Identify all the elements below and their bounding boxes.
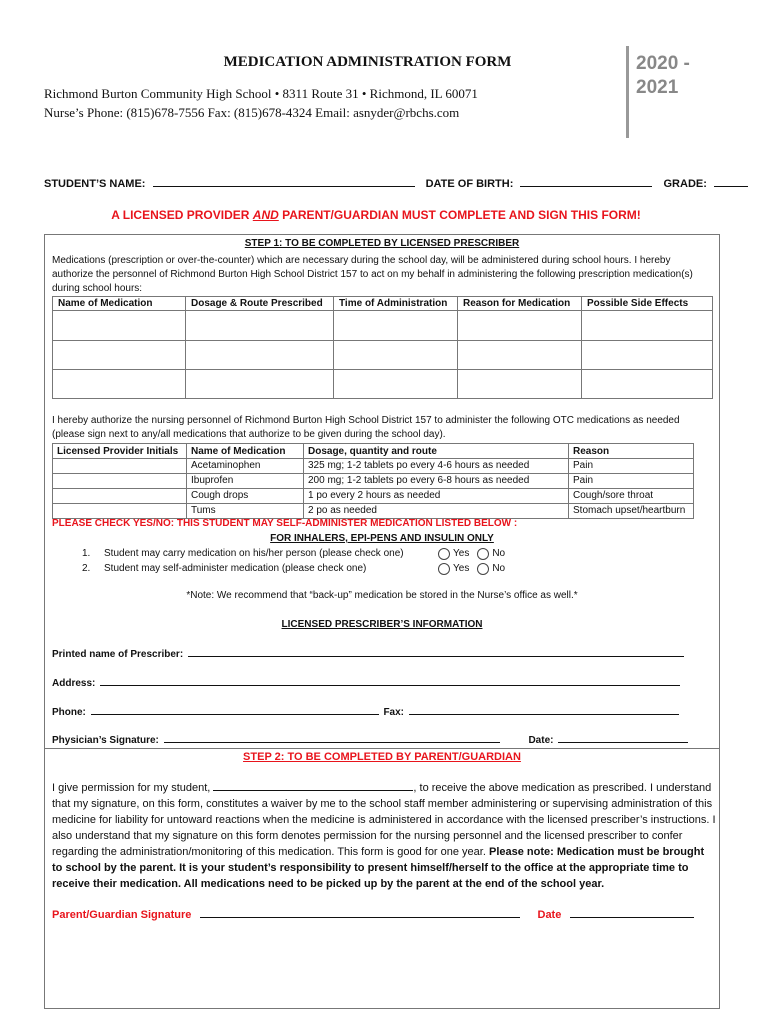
nurse-contact: Nurse’s Phone: (815)678-7556 Fax: (815)678-4324 Email: asnyder@rbchs.com [44,105,460,120]
radio-icon[interactable] [477,548,489,560]
otc-name: Acetaminophen [187,459,304,474]
col-otc-reason: Reason [569,444,694,459]
form-title: MEDICATION ADMINISTRATION FORM [223,54,512,70]
question-number: 1. [82,548,91,559]
step2-heading: STEP 2: TO BE COMPLETED BY PARENT/GUARDIAN [243,751,521,763]
table-row [53,504,694,519]
otc-name: Cough drops [187,489,304,504]
radio-icon[interactable] [438,548,450,560]
no-label: No [492,548,506,559]
otc-reason: Cough/sore throat [569,489,694,504]
step1-intro: Medications (prescription or over-the-counter) which are necessary during the school day, will be administered during school hours. I hereby authorize the personnel of Richmond Burton High School District 157 to act on my behalf in administering the following prescription medication(s) during school hours: [52,255,693,294]
col-provider-initials: Licensed Provider Initials [53,444,187,459]
notice-prefix: A LICENSED PROVIDER [111,208,253,222]
physician-date-label: Date: [528,735,554,746]
initials-cell[interactable] [53,459,187,474]
yes-label: Yes [453,548,470,559]
permission-text-rest: , to receive the above medication as prescribed. I understand that my signature, on this form, constitutes a waiver by me to the school staff member administering or supervising administration of this medicine for liability for untoward reactions when the medicine is administered in accordance with the licensed prescriber’s instructions. I also understand that my signature on this form denotes permission for the nursing personnel and the licensed prescriber to confer regarding the administration/monitoring of this medication. This form is good for one year. [52,782,716,858]
otc-table [52,443,694,519]
no-option[interactable] [477,563,505,575]
table-cell[interactable] [582,311,713,341]
otc-reason: Pain [569,459,694,474]
otc-table-header [53,444,694,459]
otc-dosage: 2 po as needed [304,504,569,519]
printed-name-field[interactable] [188,647,684,657]
otc-dosage: 1 po every 2 hours as needed [304,489,569,504]
otc-dosage: 325 mg; 1-2 tablets po every 4-6 hours as needed [304,459,569,474]
self-admin-heading: PLEASE CHECK YES/NO: THIS STUDENT MAY SELF-ADMINISTER MEDICATION LISTED BELOW : [52,518,518,529]
question-number: 2. [82,563,91,574]
radio-icon[interactable] [477,563,489,575]
prescription-table-header [53,297,713,311]
school-year [636,52,690,100]
printed-name-row [52,647,684,660]
table-cell[interactable] [458,370,582,399]
student-name-field[interactable] [213,780,413,791]
yes-option[interactable] [438,563,469,575]
phone-field[interactable] [91,705,379,715]
initials-cell[interactable] [53,474,187,489]
pickup-note: Please note: Medication must be brought to school by the parent. It is your student’s responsibility to present himself/herself to the office at the appropriate time to receive their medication. All medications need to be picked up by the parent at the end of the school year. [52,846,705,890]
table-cell[interactable] [186,370,334,399]
parent-date-label: Date [537,909,562,921]
col-side-effects: Possible Side Effects [582,297,713,311]
radio-icon[interactable] [438,563,450,575]
parent-signature-row [52,907,694,921]
table-cell[interactable] [186,311,334,341]
self-admin-question-2 [82,561,513,576]
col-time-administration: Time of Administration [334,297,458,311]
header-divider [626,46,629,138]
school-address: Richmond Burton Community High School • 8311 Route 31 • Richmond, IL 60071 [44,86,478,101]
table-row [53,459,694,474]
no-option[interactable] [477,548,505,560]
grade-label: GRADE: [663,178,707,190]
table-row [53,474,694,489]
dob-label: DATE OF BIRTH: [425,178,514,190]
no-label: No [492,563,506,574]
grade-field[interactable] [714,176,748,187]
table-cell[interactable] [186,341,334,370]
backup-note: *Note: We recommend that “back-up” medication be stored in the Nurse’s office as well.* [186,590,578,601]
address-label: Address: [52,678,96,689]
otc-reason: Stomach upset/heartburn [569,504,694,519]
phone-fax-row [52,705,679,718]
provider-notice [0,208,752,222]
physician-date-field[interactable] [558,733,688,743]
yes-option[interactable] [438,548,469,560]
col-otc-dosage: Dosage, quantity and route [304,444,569,459]
table-cell[interactable] [582,341,713,370]
col-medication-name: Name of Medication [53,297,186,311]
table-cell[interactable] [334,311,458,341]
question-text: Student may self-administer medication (please check one) [104,563,367,574]
table-cell[interactable] [334,341,458,370]
table-row [53,311,713,341]
parent-signature-label: Parent/Guardian Signature [52,909,192,921]
table-cell[interactable] [334,370,458,399]
table-cell[interactable] [582,370,713,399]
school-year-end: 2021 [636,77,679,98]
otc-reason: Pain [569,474,694,489]
initials-cell[interactable] [53,504,187,519]
yes-label: Yes [453,563,470,574]
student-info-row [44,176,748,190]
col-otc-name: Name of Medication [187,444,304,459]
printed-name-label: Printed name of Prescriber: [52,649,184,660]
otc-name: Tums [187,504,304,519]
table-cell[interactable] [53,311,186,341]
otc-intro: I hereby authorize the nursing personnel of Richmond Burton High School District 157 to administer the following OTC medications as needed (please sign next to any/all medications that authorize to be given during the school day). [52,415,680,440]
prescription-table [52,296,713,399]
notice-emphasis: AND [252,208,279,222]
table-cell[interactable] [458,311,582,341]
question-text: Student may carry medication on his/her person (please check one) [104,548,404,559]
table-cell[interactable] [53,370,186,399]
table-cell[interactable] [458,341,582,370]
step1-heading: STEP 1: TO BE COMPLETED BY LICENSED PRESCRIBER [244,238,520,249]
self-admin-question-1 [82,546,513,561]
table-row [53,341,713,370]
address-row [52,676,680,689]
dob-field[interactable] [520,176,652,187]
col-dosage-route: Dosage & Route Prescribed [186,297,334,311]
table-row [53,370,713,399]
inhaler-heading: FOR INHALERS, EPI-PENS AND INSULIN ONLY [270,533,494,544]
address-field[interactable] [100,676,680,686]
parent-date-field[interactable] [570,907,694,918]
physician-signature-label: Physician’s Signature: [52,735,159,746]
table-row [53,489,694,504]
school-year-start: 2020 - [636,53,690,74]
notice-suffix: PARENT/GUARDIAN MUST COMPLETE AND SIGN THIS FORM! [278,208,641,222]
prescriber-heading: LICENSED PRESCRIBER’S INFORMATION [281,619,483,630]
table-cell[interactable] [53,341,186,370]
phone-label: Phone: [52,707,86,718]
otc-dosage: 200 mg; 1-2 tablets po every 6-8 hours as needed [304,474,569,489]
col-reason: Reason for Medication [458,297,582,311]
parent-signature-field[interactable] [200,907,520,918]
step2-paragraph [52,780,716,892]
student-name-field[interactable] [153,176,415,187]
fax-label: Fax: [383,707,405,718]
physician-signature-field[interactable] [164,733,500,743]
otc-name: Ibuprofen [187,474,304,489]
student-name-label: STUDENT’S NAME: [44,178,146,190]
fax-field[interactable] [409,705,679,715]
initials-cell[interactable] [53,489,187,504]
physician-signature-row [52,733,688,746]
permission-text-start: I give permission for my student, [52,782,214,794]
